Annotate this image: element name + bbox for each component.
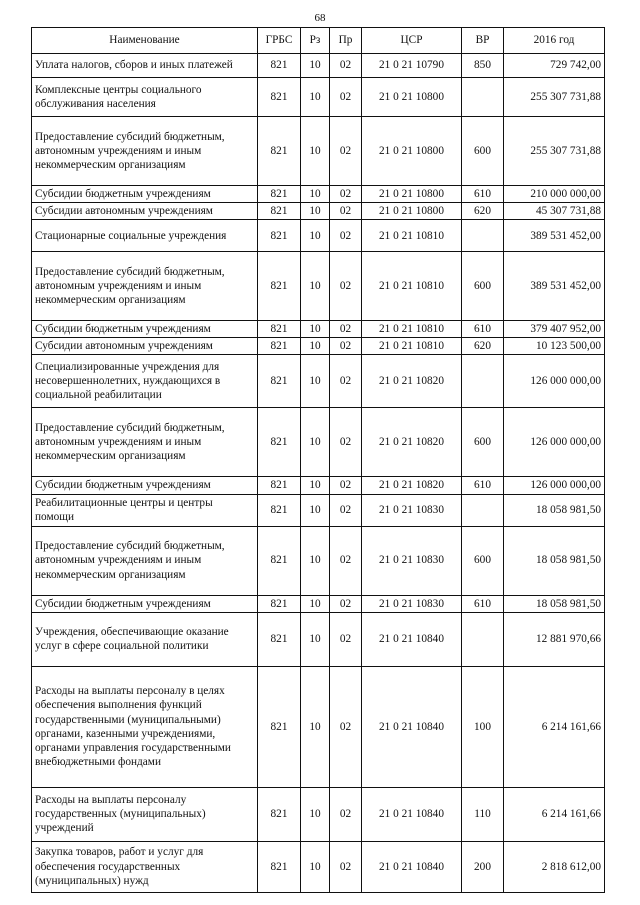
row-grbs: 821 — [258, 117, 301, 186]
header-name: Наименование — [32, 28, 258, 54]
row-amount: 255 307 731,88 — [504, 117, 605, 186]
row-pr: 02 — [330, 252, 362, 321]
row-name: Расходы на выплаты персоналу государственных (муниципальных) учреждений — [32, 787, 258, 841]
row-grbs: 821 — [258, 612, 301, 666]
row-grbs: 821 — [258, 252, 301, 321]
table-row — [32, 355, 605, 408]
row-rz: 10 — [301, 252, 330, 321]
table-row — [32, 408, 605, 477]
row-csr: 21 0 21 10820 — [362, 355, 462, 408]
row-vr: 620 — [462, 338, 504, 355]
row-grbs: 821 — [258, 477, 301, 494]
page-number: 68 — [314, 12, 326, 24]
row-pr: 02 — [330, 355, 362, 408]
row-pr: 02 — [330, 203, 362, 220]
row-vr — [462, 355, 504, 408]
row-grbs: 821 — [258, 841, 301, 892]
row-grbs: 821 — [258, 54, 301, 78]
row-amount: 379 407 952,00 — [504, 321, 605, 338]
row-pr: 02 — [330, 117, 362, 186]
row-grbs: 821 — [258, 78, 301, 117]
row-name: Комплексные центры социального обслуживания населения — [32, 78, 258, 117]
row-grbs: 821 — [258, 186, 301, 203]
row-amount: 6 214 161,66 — [504, 787, 605, 841]
table-row — [32, 78, 605, 117]
row-name: Реабилитационные центры и центры помощи — [32, 494, 258, 526]
table-row — [32, 186, 605, 203]
row-pr: 02 — [330, 841, 362, 892]
row-vr: 850 — [462, 54, 504, 78]
header-grbs: ГРБС — [258, 28, 301, 54]
row-grbs: 821 — [258, 408, 301, 477]
row-csr: 21 0 21 10810 — [362, 321, 462, 338]
header-amount: 2016 год — [504, 28, 605, 54]
row-name: Субсидии бюджетным учреждениям — [32, 595, 258, 612]
row-rz: 10 — [301, 477, 330, 494]
row-name: Субсидии бюджетным учреждениям — [32, 186, 258, 203]
row-csr: 21 0 21 10840 — [362, 666, 462, 787]
row-pr: 02 — [330, 666, 362, 787]
row-csr: 21 0 21 10830 — [362, 494, 462, 526]
row-rz: 10 — [301, 612, 330, 666]
row-rz: 10 — [301, 494, 330, 526]
budget-table — [31, 27, 605, 893]
row-amount: 126 000 000,00 — [504, 355, 605, 408]
row-vr — [462, 78, 504, 117]
row-amount: 18 058 981,50 — [504, 494, 605, 526]
table-row — [32, 526, 605, 595]
row-pr: 02 — [330, 78, 362, 117]
table-row — [32, 477, 605, 494]
row-grbs: 821 — [258, 220, 301, 252]
table-row — [32, 220, 605, 252]
row-rz: 10 — [301, 787, 330, 841]
row-amount: 10 123 500,00 — [504, 338, 605, 355]
row-vr: 610 — [462, 186, 504, 203]
row-vr: 600 — [462, 408, 504, 477]
row-csr: 21 0 21 10820 — [362, 477, 462, 494]
row-rz: 10 — [301, 203, 330, 220]
row-csr: 21 0 21 10840 — [362, 841, 462, 892]
header-vr: ВР — [462, 28, 504, 54]
row-amount: 210 000 000,00 — [504, 186, 605, 203]
row-pr: 02 — [330, 787, 362, 841]
row-amount: 2 818 612,00 — [504, 841, 605, 892]
row-name: Специализированные учреждения для несовершеннолетних, нуждающихся в социальной реабилитации — [32, 355, 258, 408]
row-name: Предоставление субсидий бюджетным, автономным учреждениям и иным некоммерческим организациям — [32, 252, 258, 321]
row-grbs: 821 — [258, 526, 301, 595]
row-vr: 620 — [462, 203, 504, 220]
row-name: Учреждения, обеспечивающие оказание услуг в сфере социальной политики — [32, 612, 258, 666]
table-row — [32, 787, 605, 841]
row-amount: 729 742,00 — [504, 54, 605, 78]
row-pr: 02 — [330, 186, 362, 203]
row-vr: 610 — [462, 477, 504, 494]
row-vr: 110 — [462, 787, 504, 841]
row-grbs: 821 — [258, 321, 301, 338]
header-rz: Рз — [301, 28, 330, 54]
row-pr: 02 — [330, 220, 362, 252]
row-grbs: 821 — [258, 494, 301, 526]
row-amount: 389 531 452,00 — [504, 220, 605, 252]
row-csr: 21 0 21 10800 — [362, 186, 462, 203]
row-rz: 10 — [301, 841, 330, 892]
row-csr: 21 0 21 10800 — [362, 117, 462, 186]
row-amount: 45 307 731,88 — [504, 203, 605, 220]
header-csr: ЦСР — [362, 28, 462, 54]
row-amount: 126 000 000,00 — [504, 408, 605, 477]
row-vr: 600 — [462, 526, 504, 595]
row-name: Предоставление субсидий бюджетным, автономным учреждениям и иным некоммерческим организациям — [32, 526, 258, 595]
row-pr: 02 — [330, 477, 362, 494]
row-name: Субсидии бюджетным учреждениям — [32, 477, 258, 494]
row-pr: 02 — [330, 321, 362, 338]
row-vr: 610 — [462, 321, 504, 338]
row-pr: 02 — [330, 494, 362, 526]
table-row — [32, 321, 605, 338]
table-row — [32, 203, 605, 220]
row-grbs: 821 — [258, 203, 301, 220]
row-pr: 02 — [330, 338, 362, 355]
row-name: Предоставление субсидий бюджетным, автономным учреждениям и иным некоммерческим организациям — [32, 408, 258, 477]
row-csr: 21 0 21 10800 — [362, 203, 462, 220]
row-rz: 10 — [301, 595, 330, 612]
row-grbs: 821 — [258, 787, 301, 841]
row-csr: 21 0 21 10810 — [362, 220, 462, 252]
row-amount: 255 307 731,88 — [504, 78, 605, 117]
table-row — [32, 841, 605, 892]
row-vr: 200 — [462, 841, 504, 892]
table-row — [32, 494, 605, 526]
row-csr: 21 0 21 10840 — [362, 787, 462, 841]
row-grbs: 821 — [258, 595, 301, 612]
row-amount: 18 058 981,50 — [504, 595, 605, 612]
row-rz: 10 — [301, 54, 330, 78]
row-grbs: 821 — [258, 338, 301, 355]
row-rz: 10 — [301, 321, 330, 338]
row-vr — [462, 494, 504, 526]
row-pr: 02 — [330, 526, 362, 595]
row-vr: 600 — [462, 252, 504, 321]
row-csr: 21 0 21 10830 — [362, 595, 462, 612]
row-vr: 600 — [462, 117, 504, 186]
table-row — [32, 54, 605, 78]
row-name: Субсидии бюджетным учреждениям — [32, 321, 258, 338]
row-rz: 10 — [301, 666, 330, 787]
row-amount: 389 531 452,00 — [504, 252, 605, 321]
table-row — [32, 252, 605, 321]
row-grbs: 821 — [258, 355, 301, 408]
row-csr: 21 0 21 10840 — [362, 612, 462, 666]
row-name: Уплата налогов, сборов и иных платежей — [32, 54, 258, 78]
row-rz: 10 — [301, 526, 330, 595]
row-vr — [462, 220, 504, 252]
row-name: Стационарные социальные учреждения — [32, 220, 258, 252]
table-row — [32, 117, 605, 186]
table-row — [32, 338, 605, 355]
table-row — [32, 666, 605, 787]
row-rz: 10 — [301, 186, 330, 203]
row-pr: 02 — [330, 54, 362, 78]
row-csr: 21 0 21 10830 — [362, 526, 462, 595]
table-row — [32, 595, 605, 612]
row-amount: 6 214 161,66 — [504, 666, 605, 787]
row-rz: 10 — [301, 408, 330, 477]
row-csr: 21 0 21 10810 — [362, 338, 462, 355]
row-csr: 21 0 21 10800 — [362, 78, 462, 117]
row-rz: 10 — [301, 355, 330, 408]
row-name: Предоставление субсидий бюджетным, автономным учреждениям и иным некоммерческим организациям — [32, 117, 258, 186]
table-row — [32, 612, 605, 666]
row-name: Расходы на выплаты персоналу в целях обеспечения выполнения функций государственными (муниципальными) органами, казенными учреждениями, органами управления государственными внебюджетными фондами — [32, 666, 258, 787]
table-header-row — [32, 28, 605, 54]
header-pr: Пр — [330, 28, 362, 54]
row-name: Субсидии автономным учреждениям — [32, 203, 258, 220]
row-name: Закупка товаров, работ и услуг для обеспечения государственных (муниципальных) нужд — [32, 841, 258, 892]
row-amount: 126 000 000,00 — [504, 477, 605, 494]
row-csr: 21 0 21 10790 — [362, 54, 462, 78]
row-amount: 18 058 981,50 — [504, 526, 605, 595]
row-rz: 10 — [301, 78, 330, 117]
row-vr: 100 — [462, 666, 504, 787]
row-vr: 610 — [462, 595, 504, 612]
row-csr: 21 0 21 10820 — [362, 408, 462, 477]
row-csr: 21 0 21 10810 — [362, 252, 462, 321]
row-rz: 10 — [301, 220, 330, 252]
row-pr: 02 — [330, 595, 362, 612]
row-grbs: 821 — [258, 666, 301, 787]
row-rz: 10 — [301, 117, 330, 186]
row-rz: 10 — [301, 338, 330, 355]
row-name: Субсидии автономным учреждениям — [32, 338, 258, 355]
row-pr: 02 — [330, 612, 362, 666]
row-vr — [462, 612, 504, 666]
row-amount: 12 881 970,66 — [504, 612, 605, 666]
row-pr: 02 — [330, 408, 362, 477]
